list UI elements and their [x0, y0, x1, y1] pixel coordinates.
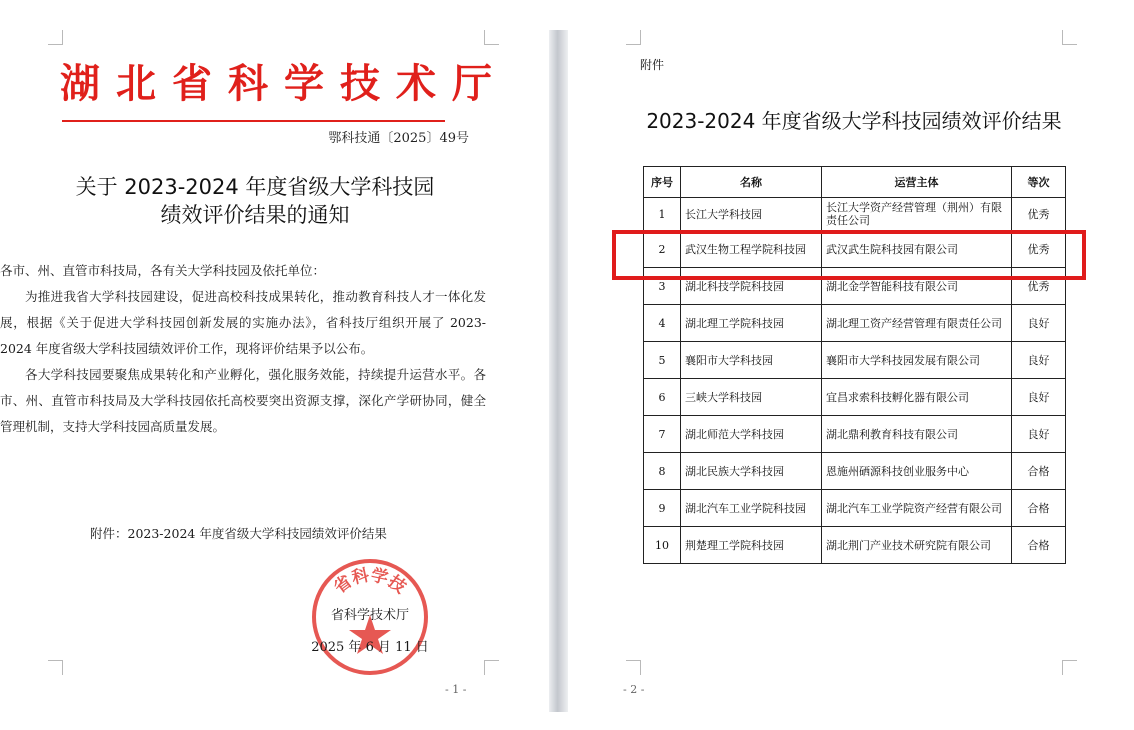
page-gap-divider [549, 30, 568, 712]
body-paragraph: 各大学科技园要聚焦成果转化和产业孵化，强化服务效能，持续提升运营水平。各市、州、直管市科技局及大学科技园依托高校要突出资源支撑，深化产学研协同，健全管理机制，支持大学科技园高质量发展。 [0, 367, 486, 434]
signature-organization: 省科学技术厅 [330, 608, 409, 623]
svg-text:省科学技: 省科学技 [330, 565, 410, 598]
crop-mark [1062, 660, 1077, 675]
results-title: 2023-2024 年度省级大学科技园绩效评价结果 [646, 109, 1062, 133]
document-page-2 [568, 0, 1134, 730]
grade: 合格 [1012, 527, 1066, 564]
table-row [644, 231, 1066, 268]
notice-body [0, 258, 486, 440]
park-name: 三峡大学科技园 [681, 379, 822, 416]
operator-name: 湖北鼎利教育科技有限公司 [822, 416, 1012, 453]
park-name: 长江大学科技园 [681, 198, 822, 231]
crop-mark [626, 660, 641, 675]
park-name: 荆楚理工学院科技园 [681, 527, 822, 564]
document-page-1 [0, 0, 549, 730]
table-row [644, 268, 1066, 305]
grade: 合格 [1012, 453, 1066, 490]
park-name: 湖北汽车工业学院科技园 [681, 490, 822, 527]
attachment-label: 附件 [640, 58, 665, 72]
park-name: 湖北理工学院科技园 [681, 305, 822, 342]
operator-name: 长江大学资产经营管理（荆州）有限责任公司 [822, 198, 1012, 231]
document-number: 鄂科技通〔2025〕49号 [328, 131, 469, 146]
row-number: 2 [644, 231, 681, 268]
table-row [644, 198, 1066, 231]
row-number: 8 [644, 453, 681, 490]
notice-title [60, 173, 450, 229]
crop-mark [48, 30, 63, 45]
column-header-name: 名称 [681, 167, 822, 198]
notice-title-line-1: 关于 2023-2024 年度省级大学科技园 [75, 175, 435, 199]
header-red-rule [62, 120, 445, 122]
page-number: - 2 - [623, 683, 645, 696]
row-number: 7 [644, 416, 681, 453]
row-number: 9 [644, 490, 681, 527]
table-row [644, 453, 1066, 490]
grade: 良好 [1012, 416, 1066, 453]
column-header-grade: 等次 [1012, 167, 1066, 198]
org-header: 湖北省科学技术厅 [60, 61, 508, 107]
grade: 优秀 [1012, 198, 1066, 231]
table-row [644, 305, 1066, 342]
operator-name: 湖北荆门产业技术研究院有限公司 [822, 527, 1012, 564]
crop-mark [484, 660, 499, 675]
park-name: 湖北民族大学科技园 [681, 453, 822, 490]
operator-name: 武汉武生院科技园有限公司 [822, 231, 1012, 268]
operator-name: 恩施州硒源科技创业服务中心 [822, 453, 1012, 490]
notice-title-line-2: 绩效评价结果的通知 [160, 203, 350, 227]
column-header-operator: 运营主体 [822, 167, 1012, 198]
crop-mark [1062, 30, 1077, 45]
table-row [644, 379, 1066, 416]
table-row [644, 342, 1066, 379]
attachment-reference: 附件：2023-2024 年度省级大学科技园绩效评价结果 [90, 526, 387, 541]
table-row [644, 416, 1066, 453]
operator-name: 襄阳市大学科技园发展有限公司 [822, 342, 1012, 379]
row-number: 4 [644, 305, 681, 342]
signature-date: 2025 年 6 月 11 日 [311, 640, 429, 655]
column-header-number: 序号 [644, 167, 681, 198]
grade: 良好 [1012, 379, 1066, 416]
row-number: 3 [644, 268, 681, 305]
operator-name: 宜昌求索科技孵化器有限公司 [822, 379, 1012, 416]
row-number: 6 [644, 379, 681, 416]
grade: 良好 [1012, 305, 1066, 342]
row-number: 10 [644, 527, 681, 564]
grade: 合格 [1012, 490, 1066, 527]
page-number: - 1 - [445, 683, 467, 696]
park-name: 湖北科技学院科技园 [681, 268, 822, 305]
row-number: 5 [644, 342, 681, 379]
crop-mark [626, 30, 641, 45]
park-name: 襄阳市大学科技园 [681, 342, 822, 379]
body-paragraph: 为推进我省大学科技园建设，促进高校科技成果转化，推动教育科技人才一体化发展，根据《关于促进大学科技园创新发展的实施办法》，省科技厅组织开展了 2023-2024 年度省级大学科技园绩效评价工作，现将评价结果予以公布。 [0, 289, 486, 356]
grade: 良好 [1012, 342, 1066, 379]
operator-name: 湖北汽车工业学院资产经营有限公司 [822, 490, 1012, 527]
grade: 优秀 [1012, 231, 1066, 268]
salutation: 各市、州、直管市科技局，各有关大学科技园及依托单位： [0, 263, 326, 278]
operator-name: 湖北理工资产经营管理有限责任公司 [822, 305, 1012, 342]
crop-mark [48, 660, 63, 675]
crop-mark [484, 30, 499, 45]
table-header-row [644, 167, 1066, 198]
park-name: 武汉生物工程学院科技园 [681, 231, 822, 268]
results-table [643, 166, 1066, 564]
grade: 优秀 [1012, 268, 1066, 305]
table-row [644, 527, 1066, 564]
table-row [644, 490, 1066, 527]
row-number: 1 [644, 198, 681, 231]
park-name: 湖北师范大学科技园 [681, 416, 822, 453]
operator-name: 湖北金学智能科技有限公司 [822, 268, 1012, 305]
